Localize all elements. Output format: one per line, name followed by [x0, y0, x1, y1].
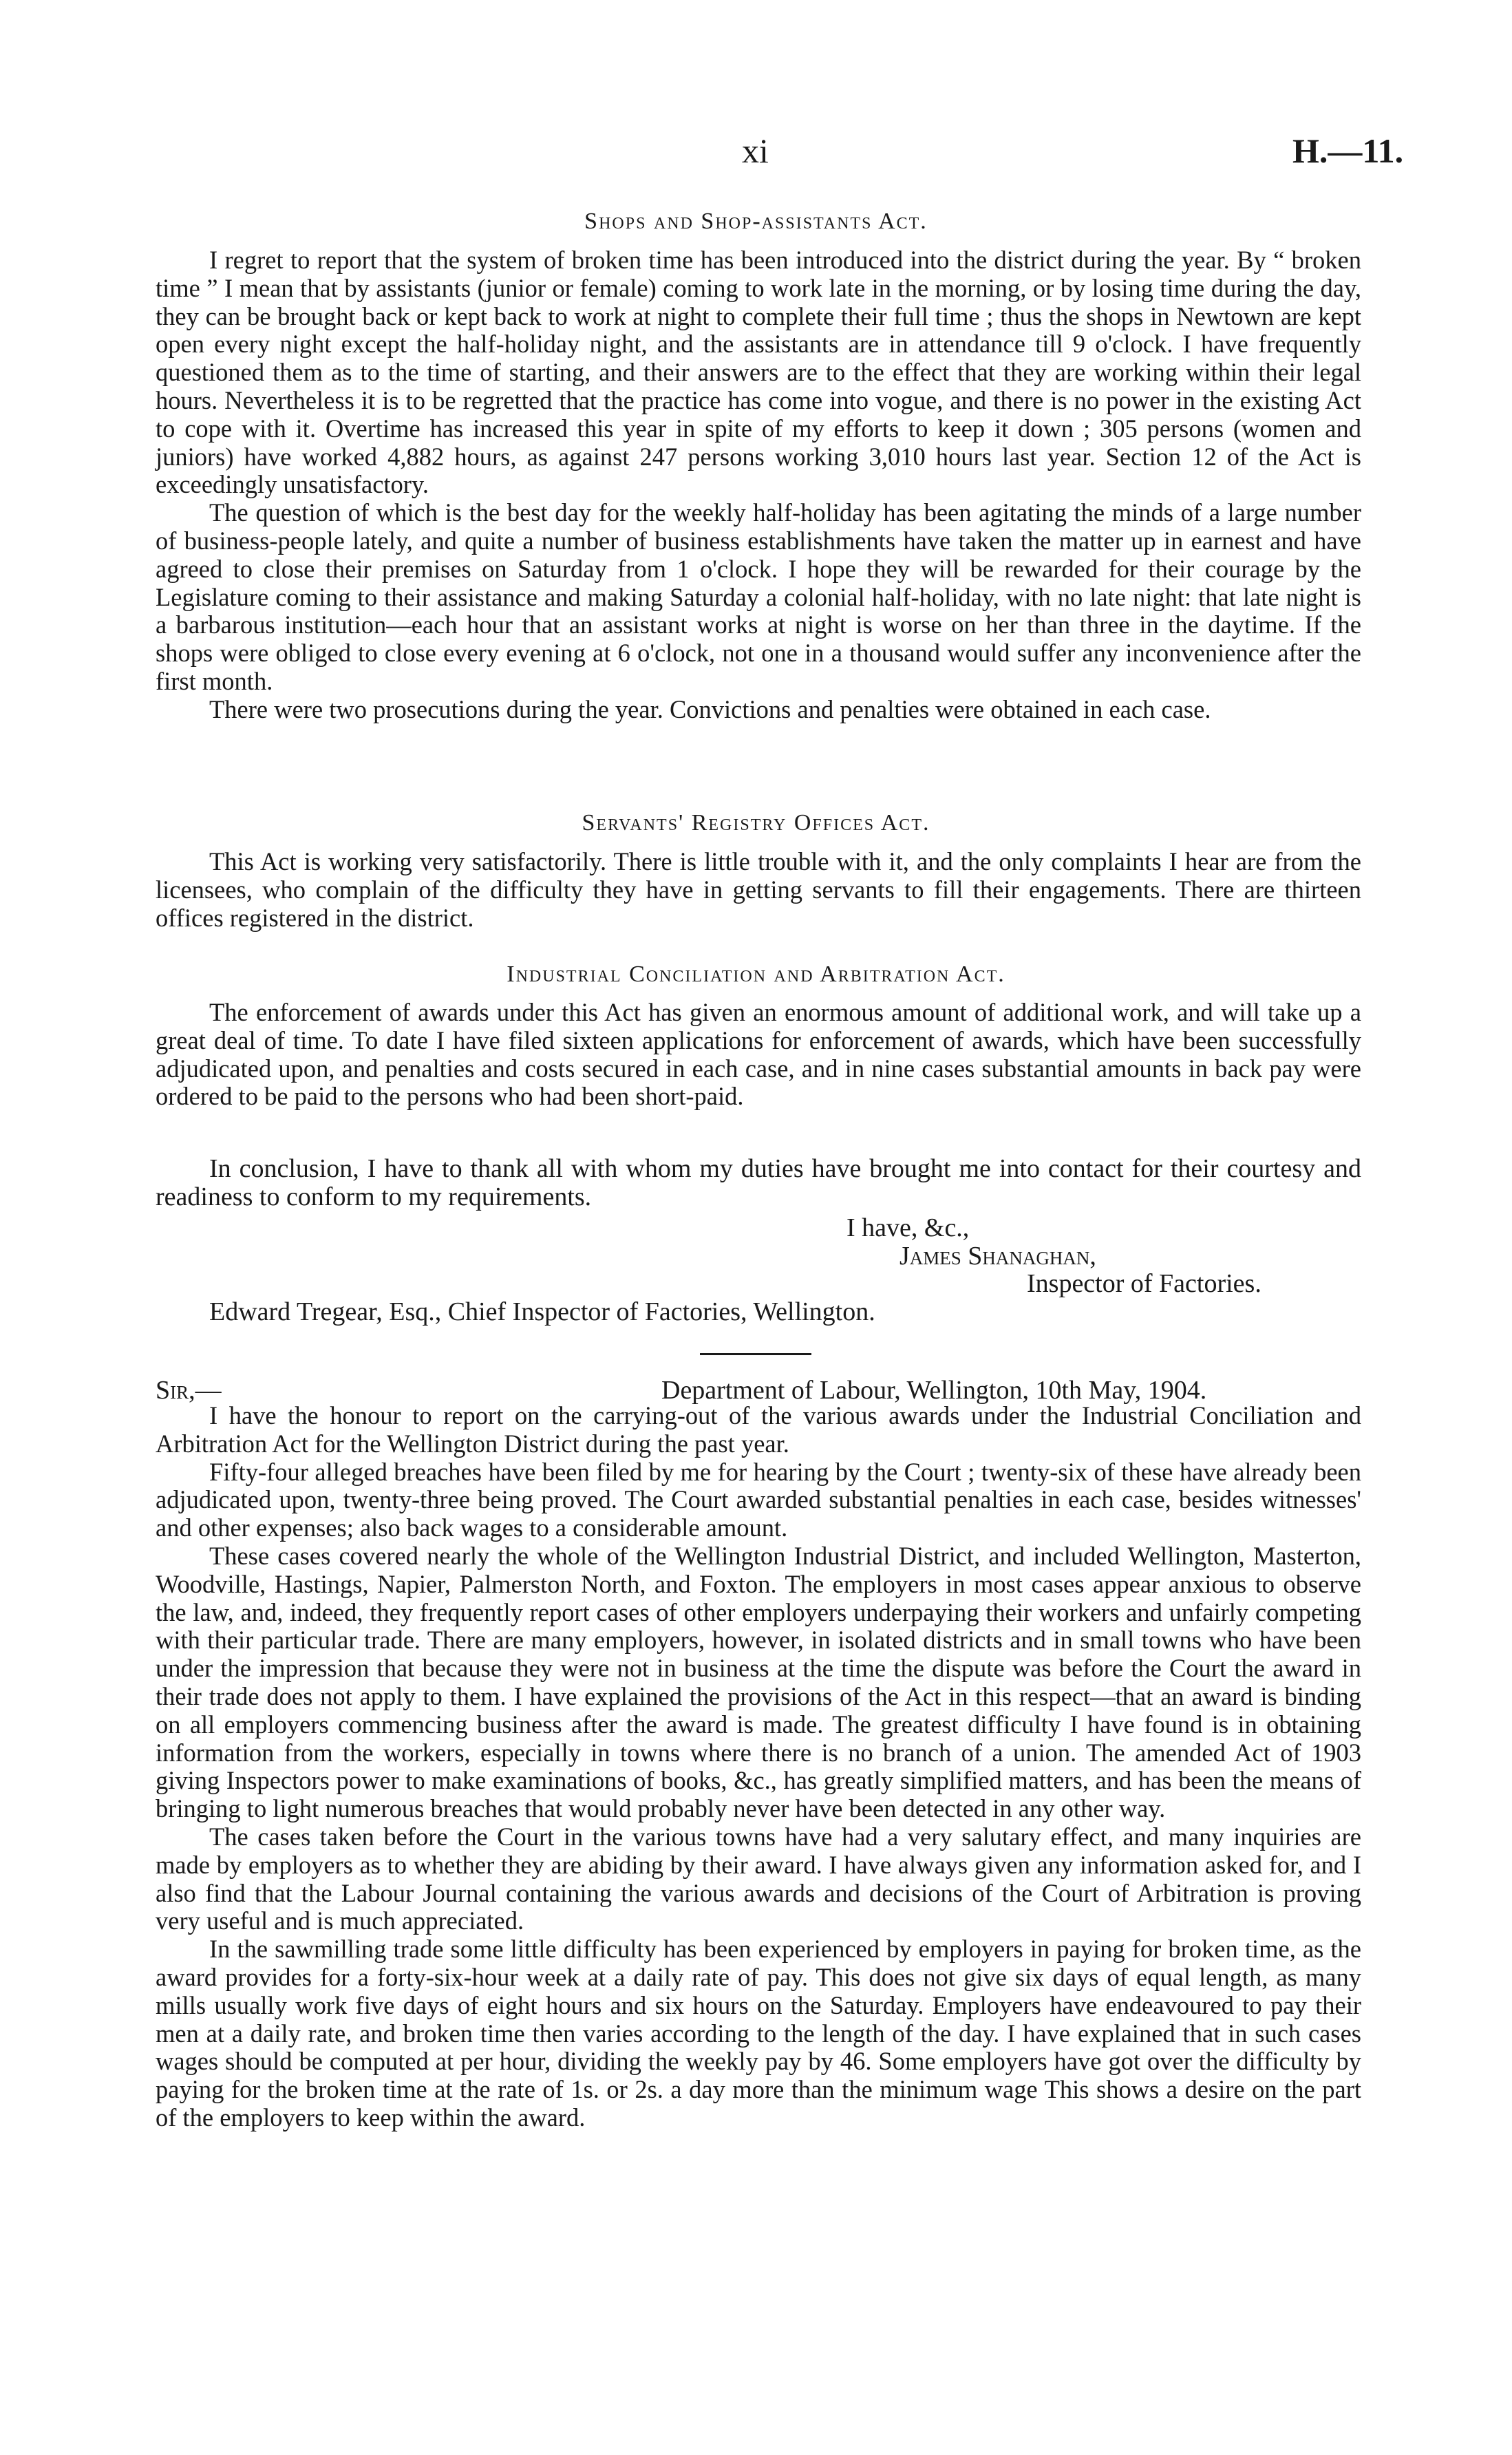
- servants-act-section: [156, 848, 1361, 932]
- letter-dateline: Department of Labour, Wellington, 10th May, 1904.: [661, 1376, 1207, 1405]
- servants-act-heading: Servants' Registry Offices Act.: [582, 810, 930, 836]
- paper-identifier: H.—11.: [1292, 131, 1404, 170]
- addressee: Edward Tregear, Esq., Chief Inspector of Factories, Wellington.: [209, 1297, 875, 1326]
- paragraph: I have the honour to report on the carrying-out of the various awards under the Industrial Conciliation and Arbitration Act for the Wellington District during the past year.: [156, 1401, 1361, 1458]
- page-number: xi: [742, 131, 769, 170]
- signatory-position: Inspector of Factories.: [1027, 1269, 1261, 1298]
- paragraph: The cases taken before the Court in the various towns have had a very salutary effect, and many inquiries are made by employers as to whether they are abiding by their award. I have always given any information asked for, and I also find that the Labour Journal containing the various awards and decisions of the Court of Arbitration is proving very useful and is much appreciated.: [156, 1822, 1361, 1935]
- paragraph: The enforcement of awards under this Act has given an enormous amount of additional work, and will take up a great deal of time. To date I have filed sixteen applications for enforcement of awards, which have been successfully adjudicated upon, and penalties and costs secured in each case, and in nine cases substantial amounts in back pay were ordered to be paid to the persons who had been short-paid.: [156, 998, 1361, 1111]
- industrial-act-section: [156, 999, 1361, 1111]
- paragraph: Fifty-four alleged breaches have been filed by me for hearing by the Court ; twenty-six of these have already been adjudicated upon, twenty-three being proved. The Court awarded substantial penalties in each case, besides witnesses' and other expenses; also back wages to a considerable amount.: [156, 1457, 1361, 1542]
- closing-salutation: I have, &c.,: [846, 1213, 970, 1242]
- paragraph: I regret to report that the system of broken time has been introduced into the district during the year. By “ broken time ” I mean that by assistants (junior or female) coming to work late in the morning, or by losing time during the day, they can be brought back or kept back to work at night to complete their full time ; thus the shops in Newtown are kept open every night except the half-holiday night, and the assistants are in attendance till 9 o'clock. I have frequently questioned them as to the time of starting, and their answers are to the effect that they are working within their legal hours. Nevertheless it is to be regretted that the practice has come into vogue, and there is no power in the existing Act to cope with it. Overtime has increased this year in spite of my efforts to keep it down ; 305 persons (women and juniors) have worked 4,882 hours, as against 247 persons working 3,010 hours last year. Section 12 of the Act is exceedingly unsatisfactory.: [156, 246, 1361, 499]
- letter-body: [156, 1402, 1361, 2132]
- paragraph: There were two prosecutions during the year. Convictions and penalties were obtained in each case.: [209, 694, 1211, 723]
- paragraph: In the sawmilling trade some little difficulty has been experienced by employers in paying for broken time, as the award provides for a forty-six-hour week at a daily rate of pay. This does not give six days of equal length, as many mills usually work five days of eight hours and six hours on the Saturday. Employers have endeavoured to pay their men at a daily rate, and broken time then varies according to the length of the day. I have explained that in such cases wages should be computed at per hour, dividing the weekly pay by 46. Some employers have got over the difficulty by paying for the broken time at the rate of 1s. or 2s. a day more than the minimum wage This shows a desire on the part of the employers to keep within the award.: [156, 1935, 1361, 2132]
- paragraph: In conclusion, I have to thank all with whom my duties have brought me into contact for their courtesy and readiness to conform to my requirements.: [156, 1154, 1361, 1211]
- paragraph: This Act is working very satisfactorily. There is little trouble with it, and the only complaints I hear are from the licensees, who complain of the difficulty they have in getting servants to fill their engagements. There are thirteen offices registered in the district.: [156, 847, 1361, 932]
- shops-act-heading: Shops and Shop-assistants Act.: [584, 209, 928, 234]
- paragraph: The question of which is the best day for the weekly half-holiday has been agitating the minds of a large number of business-people lately, and quite a number of business establishments have taken the matter up in earnest and have agreed to close their premises on Saturday from 1 o'clock. I hope they will be rewarded for their courage by the Legislature coming to their assistance and making Saturday a colonial half-holiday, with no late night: that late night is a barbarous institution—each hour that an assistant works at night is worse on her than three in the daytime. If the shops were obliged to close every evening at 6 o'clock, not one in a thousand would suffer any inconvenience after the first month.: [156, 498, 1361, 695]
- paragraph: These cases covered nearly the whole of the Wellington Industrial District, and included Wellington, Masterton, Woodville, Hastings, Napier, Palmerston North, and Foxton. The employers in most cases appear anxious to observe the law, and, indeed, they frequently report cases of other employers underpaying their workers and unfairly competing with their particular trade. There are many employers, however, in isolated districts and in small towns who have been under the impression that because they were not in business at the time the dispute was before the Court the award in their trade does not apply to them. I have explained the provisions of the Act in this respect—that an award is binding on all employers commencing business after the award is made. The greatest difficulty I have found is in obtaining information from the workers, especially in towns where there is no branch of a union. The amended Act of 1903 giving Inspectors power to make examinations of books, &c., has greatly simplified matters, and has been the means of bringing to light numerous breaches that would probably never have been detected in any other way.: [156, 1541, 1361, 1823]
- signatory-name: James Shanaghan,: [899, 1242, 1096, 1271]
- industrial-act-heading: Industrial Conciliation and Arbitration Act.: [507, 961, 1005, 987]
- section-divider: [700, 1353, 811, 1355]
- shops-act-section: [156, 246, 1361, 724]
- letter-salutation: Sir,—: [156, 1376, 222, 1405]
- conclusion-section: [156, 1155, 1361, 1211]
